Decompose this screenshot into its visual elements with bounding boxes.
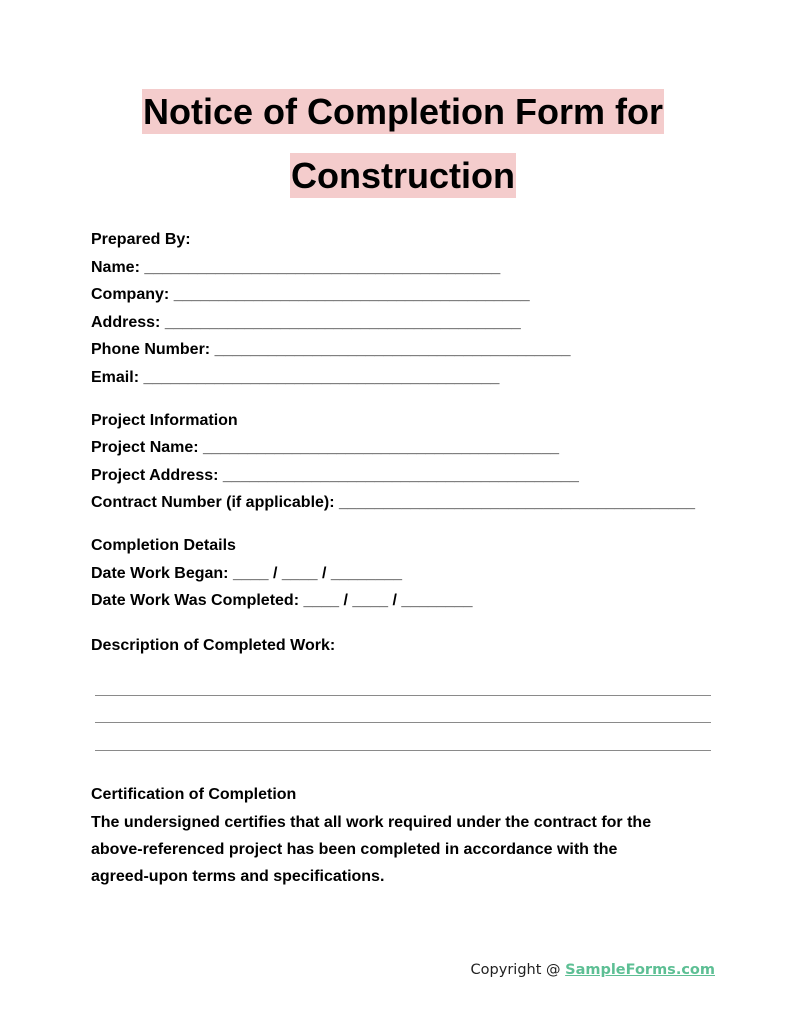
section-spacer — [91, 517, 721, 532]
description-line[interactable] — [95, 695, 711, 696]
certification-line-3: agreed-upon terms and specifications. — [91, 867, 385, 885]
certification-line-2: above-referenced project has been completed in accordance with the — [91, 840, 618, 858]
certification-statement — [91, 809, 691, 890]
address-label: Address: — [91, 313, 161, 331]
name-blank[interactable]: ________________________________________ — [144, 258, 501, 276]
date-completed-field-row — [91, 587, 721, 615]
contract-number-label: Contract Number (if applicable): — [91, 494, 335, 512]
name-field-row — [91, 254, 721, 282]
project-name-field-row — [91, 434, 721, 462]
email-blank[interactable]: ________________________________________ — [143, 368, 500, 386]
date-completed-label: Date Work Was Completed: — [91, 592, 300, 610]
title-line-2: Construction — [291, 155, 515, 196]
project-name-blank[interactable]: ________________________________________ — [203, 439, 559, 457]
company-field-row — [91, 281, 721, 309]
email-label: Email: — [91, 368, 140, 386]
completion-details-heading: Completion Details — [91, 536, 236, 554]
date-began-blank[interactable]: ____ / ____ / ________ — [232, 564, 403, 582]
project-address-field-row — [91, 462, 721, 490]
phone-field-row — [91, 336, 721, 364]
title-line-1: Notice of Completion Form for — [143, 91, 663, 132]
description-line[interactable] — [95, 750, 711, 751]
project-address-blank[interactable]: ________________________________________ — [222, 466, 579, 484]
project-name-label: Project Name: — [91, 439, 199, 457]
copyright-text: Copyright @ — [470, 962, 566, 978]
date-began-label: Date Work Began: — [91, 564, 229, 582]
phone-blank[interactable]: ________________________________________ — [214, 341, 571, 359]
company-label: Company: — [91, 286, 170, 304]
address-blank[interactable]: ________________________________________ — [164, 313, 521, 331]
certification-heading: Certification of Completion — [91, 786, 297, 804]
certification-line-1: The undersigned certifies that all work required under the contract for the — [91, 813, 652, 831]
description-line[interactable] — [95, 722, 711, 723]
prepared-by-heading: Prepared By: — [91, 231, 191, 248]
address-field-row — [91, 309, 721, 337]
project-information-heading: Project Information — [91, 411, 238, 429]
date-completed-blank[interactable]: ____ / ____ / ________ — [303, 592, 473, 610]
contract-number-blank[interactable]: ________________________________________ — [339, 494, 695, 512]
company-blank[interactable]: ________________________________________ — [173, 286, 530, 304]
section-spacer — [91, 392, 721, 407]
copyright-footer — [471, 962, 715, 978]
email-field-row — [91, 364, 721, 392]
section-spacer — [91, 615, 721, 632]
sampleforms-link[interactable]: SampleForms.com — [565, 962, 715, 978]
phone-label: Phone Number: — [91, 341, 211, 359]
form-content — [91, 226, 721, 890]
contract-number-field-row — [91, 489, 721, 517]
description-heading: Description of Completed Work: — [91, 636, 336, 654]
date-began-field-row — [91, 560, 721, 588]
description-lines-area[interactable] — [91, 659, 721, 781]
project-address-label: Project Address: — [91, 466, 219, 484]
name-label: Name: — [91, 258, 140, 276]
document-title — [0, 80, 806, 208]
